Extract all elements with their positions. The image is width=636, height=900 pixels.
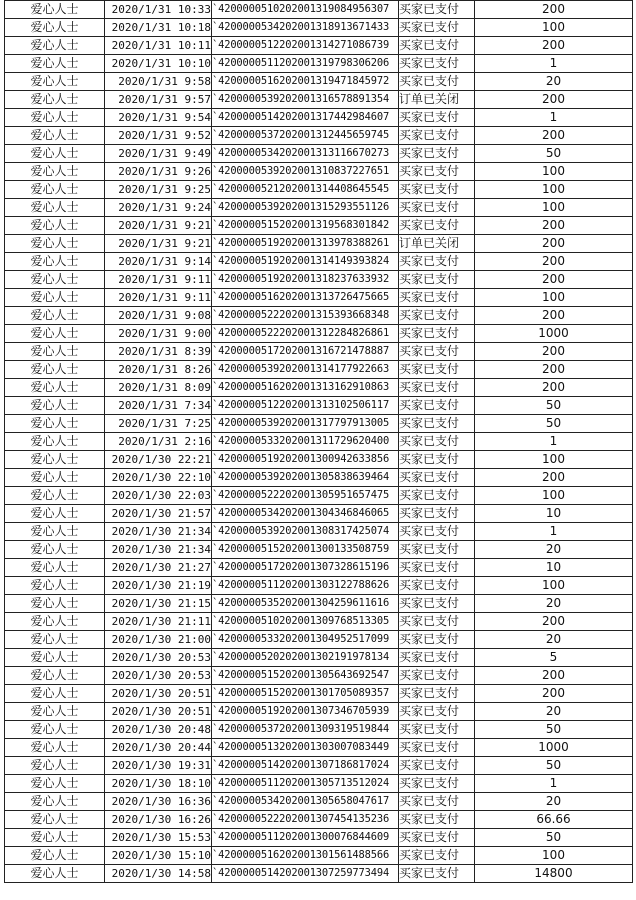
payment-status-cell: 买家已支付	[399, 793, 475, 811]
table-row	[5, 397, 633, 415]
amount-cell: 200	[475, 307, 633, 325]
donor-name-cell: 爱心人士	[5, 325, 105, 343]
table-row	[5, 811, 633, 829]
amount-cell: 200	[475, 1, 633, 19]
order-number-cell: `4200000512202001313102506117	[212, 397, 399, 415]
amount-cell: 1	[475, 109, 633, 127]
table-row	[5, 217, 633, 235]
donor-name-cell: 爱心人士	[5, 721, 105, 739]
table-row	[5, 577, 633, 595]
payment-time-cell: 2020/1/30 16:36	[105, 793, 212, 811]
payment-status-cell: 买家已支付	[399, 433, 475, 451]
donor-name-cell: 爱心人士	[5, 865, 105, 883]
payment-time-cell: 2020/1/30 20:51	[105, 703, 212, 721]
payment-status-cell: 买家已支付	[399, 685, 475, 703]
payment-time-cell: 2020/1/31 9:49	[105, 145, 212, 163]
order-number-cell: `4200000533202001311729620400	[212, 433, 399, 451]
order-number-cell: `4200000514202001317442984607	[212, 109, 399, 127]
order-number-cell: `4200000520202001302191978134	[212, 649, 399, 667]
amount-cell: 10	[475, 505, 633, 523]
payment-time-cell: 2020/1/31 2:16	[105, 433, 212, 451]
amount-cell: 50	[475, 757, 633, 775]
donor-name-cell: 爱心人士	[5, 19, 105, 37]
amount-cell: 200	[475, 127, 633, 145]
payment-status-cell: 买家已支付	[399, 343, 475, 361]
donor-name-cell: 爱心人士	[5, 523, 105, 541]
table-row	[5, 109, 633, 127]
payment-status-cell: 买家已支付	[399, 523, 475, 541]
order-number-cell: `4200000539202001310837227651	[212, 163, 399, 181]
payment-time-cell: 2020/1/31 7:25	[105, 415, 212, 433]
order-number-cell: `4200000534202001313116670273	[212, 145, 399, 163]
order-number-cell: `4200000535202001304259611616	[212, 595, 399, 613]
payment-status-cell: 买家已支付	[399, 829, 475, 847]
payment-time-cell: 2020/1/31 7:34	[105, 397, 212, 415]
payment-status-cell: 买家已支付	[399, 379, 475, 397]
amount-cell: 200	[475, 343, 633, 361]
table-row	[5, 829, 633, 847]
table-row	[5, 19, 633, 37]
amount-cell: 100	[475, 163, 633, 181]
donor-name-cell: 爱心人士	[5, 541, 105, 559]
table-row	[5, 649, 633, 667]
payment-time-cell: 2020/1/30 20:44	[105, 739, 212, 757]
donor-name-cell: 爱心人士	[5, 397, 105, 415]
table-row	[5, 559, 633, 577]
payment-status-cell: 订单已关闭	[399, 91, 475, 109]
payment-time-cell: 2020/1/31 8:39	[105, 343, 212, 361]
table-row	[5, 73, 633, 91]
amount-cell: 200	[475, 271, 633, 289]
table-row	[5, 181, 633, 199]
payment-time-cell: 2020/1/31 9:52	[105, 127, 212, 145]
amount-cell: 200	[475, 37, 633, 55]
amount-cell: 200	[475, 235, 633, 253]
order-number-cell: `4200000539202001308317425074	[212, 523, 399, 541]
order-number-cell: `4200000510202001309768513305	[212, 613, 399, 631]
order-number-cell: `4200000515202001319568301842	[212, 217, 399, 235]
amount-cell: 200	[475, 91, 633, 109]
table-row	[5, 451, 633, 469]
payment-time-cell: 2020/1/31 10:10	[105, 55, 212, 73]
amount-cell: 1	[475, 55, 633, 73]
payment-status-cell: 买家已支付	[399, 55, 475, 73]
payment-time-cell: 2020/1/31 9:08	[105, 307, 212, 325]
payment-status-cell: 买家已支付	[399, 19, 475, 37]
payment-status-cell: 买家已支付	[399, 469, 475, 487]
table-row	[5, 757, 633, 775]
donor-name-cell: 爱心人士	[5, 829, 105, 847]
amount-cell: 14800	[475, 865, 633, 883]
donor-name-cell: 爱心人士	[5, 649, 105, 667]
table-row	[5, 415, 633, 433]
table-row	[5, 721, 633, 739]
table-row	[5, 613, 633, 631]
payment-status-cell: 买家已支付	[399, 271, 475, 289]
payment-time-cell: 2020/1/31 9:54	[105, 109, 212, 127]
donor-name-cell: 爱心人士	[5, 451, 105, 469]
payment-time-cell: 2020/1/31 9:24	[105, 199, 212, 217]
payment-time-cell: 2020/1/30 21:34	[105, 541, 212, 559]
order-number-cell: `4200000522202001312284826861	[212, 325, 399, 343]
table-row	[5, 91, 633, 109]
table-row	[5, 505, 633, 523]
order-number-cell: `4200000516202001313162910863	[212, 379, 399, 397]
amount-cell: 200	[475, 613, 633, 631]
amount-cell: 100	[475, 847, 633, 865]
donor-name-cell: 爱心人士	[5, 163, 105, 181]
order-number-cell: `4200000534202001304346846065	[212, 505, 399, 523]
amount-cell: 100	[475, 181, 633, 199]
order-number-cell: `4200000522202001315393668348	[212, 307, 399, 325]
table-row	[5, 55, 633, 73]
payment-status-cell: 买家已支付	[399, 127, 475, 145]
donor-name-cell: 爱心人士	[5, 379, 105, 397]
order-number-cell: `4200000521202001314408645545	[212, 181, 399, 199]
table-row	[5, 361, 633, 379]
order-number-cell: `4200000516202001313726475665	[212, 289, 399, 307]
donor-name-cell: 爱心人士	[5, 343, 105, 361]
table-row	[5, 1, 633, 19]
donor-name-cell: 爱心人士	[5, 235, 105, 253]
payment-time-cell: 2020/1/31 9:26	[105, 163, 212, 181]
amount-cell: 1000	[475, 325, 633, 343]
payment-status-cell: 买家已支付	[399, 595, 475, 613]
order-number-cell: `4200000519202001307346705939	[212, 703, 399, 721]
amount-cell: 20	[475, 73, 633, 91]
table-row	[5, 289, 633, 307]
order-number-cell: `4200000539202001315293551126	[212, 199, 399, 217]
payment-time-cell: 2020/1/31 9:11	[105, 289, 212, 307]
donor-name-cell: 爱心人士	[5, 55, 105, 73]
amount-cell: 100	[475, 487, 633, 505]
amount-cell: 50	[475, 145, 633, 163]
donor-name-cell: 爱心人士	[5, 361, 105, 379]
payment-status-cell: 买家已支付	[399, 667, 475, 685]
amount-cell: 100	[475, 451, 633, 469]
payment-status-cell: 买家已支付	[399, 721, 475, 739]
table-row	[5, 541, 633, 559]
table-row	[5, 253, 633, 271]
donor-name-cell: 爱心人士	[5, 433, 105, 451]
payment-time-cell: 2020/1/31 9:25	[105, 181, 212, 199]
table-row	[5, 469, 633, 487]
order-number-cell: `4200000511202001303122788626	[212, 577, 399, 595]
payment-time-cell: 2020/1/31 10:11	[105, 37, 212, 55]
payment-time-cell: 2020/1/31 10:33	[105, 1, 212, 19]
payment-time-cell: 2020/1/30 21:00	[105, 631, 212, 649]
table-row	[5, 163, 633, 181]
amount-cell: 50	[475, 397, 633, 415]
order-number-cell: `4200000534202001305658047617	[212, 793, 399, 811]
payment-status-cell: 买家已支付	[399, 325, 475, 343]
table-row	[5, 145, 633, 163]
order-number-cell: `4200000519202001300942633856	[212, 451, 399, 469]
donor-name-cell: 爱心人士	[5, 757, 105, 775]
donation-table-body	[5, 1, 633, 883]
donor-name-cell: 爱心人士	[5, 811, 105, 829]
payment-status-cell: 买家已支付	[399, 1, 475, 19]
amount-cell: 200	[475, 253, 633, 271]
donor-name-cell: 爱心人士	[5, 73, 105, 91]
payment-status-cell: 买家已支付	[399, 307, 475, 325]
donor-name-cell: 爱心人士	[5, 91, 105, 109]
payment-status-cell: 买家已支付	[399, 577, 475, 595]
donor-name-cell: 爱心人士	[5, 685, 105, 703]
payment-status-cell: 买家已支付	[399, 757, 475, 775]
payment-status-cell: 买家已支付	[399, 631, 475, 649]
payment-time-cell: 2020/1/30 18:10	[105, 775, 212, 793]
payment-status-cell: 买家已支付	[399, 163, 475, 181]
payment-time-cell: 2020/1/30 20:51	[105, 685, 212, 703]
payment-time-cell: 2020/1/30 19:31	[105, 757, 212, 775]
payment-time-cell: 2020/1/30 16:26	[105, 811, 212, 829]
table-row	[5, 271, 633, 289]
payment-status-cell: 买家已支付	[399, 559, 475, 577]
amount-cell: 100	[475, 289, 633, 307]
table-row	[5, 631, 633, 649]
payment-time-cell: 2020/1/31 8:26	[105, 361, 212, 379]
donor-name-cell: 爱心人士	[5, 307, 105, 325]
payment-status-cell: 买家已支付	[399, 397, 475, 415]
donor-name-cell: 爱心人士	[5, 37, 105, 55]
payment-status-cell: 买家已支付	[399, 109, 475, 127]
table-row	[5, 37, 633, 55]
order-number-cell: `4200000517202001307328615196	[212, 559, 399, 577]
payment-time-cell: 2020/1/30 20:53	[105, 667, 212, 685]
order-number-cell: `4200000519202001314149393824	[212, 253, 399, 271]
order-number-cell: `4200000515202001301705089357	[212, 685, 399, 703]
payment-status-cell: 买家已支付	[399, 847, 475, 865]
order-number-cell: `4200000514202001307259773494	[212, 865, 399, 883]
payment-time-cell: 2020/1/30 15:53	[105, 829, 212, 847]
table-row	[5, 793, 633, 811]
table-row	[5, 235, 633, 253]
order-number-cell: `4200000519202001313978388261	[212, 235, 399, 253]
payment-status-cell: 买家已支付	[399, 613, 475, 631]
order-number-cell: `4200000537202001309319519844	[212, 721, 399, 739]
order-number-cell: `4200000539202001314177922663	[212, 361, 399, 379]
amount-cell: 200	[475, 469, 633, 487]
donation-table	[4, 0, 633, 883]
amount-cell: 1	[475, 523, 633, 541]
payment-time-cell: 2020/1/30 21:11	[105, 613, 212, 631]
payment-status-cell: 买家已支付	[399, 181, 475, 199]
payment-time-cell: 2020/1/30 21:57	[105, 505, 212, 523]
amount-cell: 200	[475, 667, 633, 685]
payment-time-cell: 2020/1/30 21:27	[105, 559, 212, 577]
table-row	[5, 127, 633, 145]
table-row	[5, 775, 633, 793]
payment-status-cell: 买家已支付	[399, 289, 475, 307]
order-number-cell: `4200000517202001316721478887	[212, 343, 399, 361]
donor-name-cell: 爱心人士	[5, 1, 105, 19]
donor-name-cell: 爱心人士	[5, 739, 105, 757]
amount-cell: 20	[475, 703, 633, 721]
donor-name-cell: 爱心人士	[5, 109, 105, 127]
payment-time-cell: 2020/1/31 9:21	[105, 235, 212, 253]
order-number-cell: `4200000533202001304952517099	[212, 631, 399, 649]
order-number-cell: `4200000539202001316578891354	[212, 91, 399, 109]
amount-cell: 20	[475, 793, 633, 811]
donor-name-cell: 爱心人士	[5, 847, 105, 865]
donor-name-cell: 爱心人士	[5, 289, 105, 307]
payment-status-cell: 买家已支付	[399, 703, 475, 721]
amount-cell: 1000	[475, 739, 633, 757]
payment-time-cell: 2020/1/31 9:00	[105, 325, 212, 343]
table-row	[5, 343, 633, 361]
payment-time-cell: 2020/1/30 14:58	[105, 865, 212, 883]
amount-cell: 1	[475, 433, 633, 451]
table-row	[5, 685, 633, 703]
amount-cell: 20	[475, 541, 633, 559]
amount-cell: 50	[475, 415, 633, 433]
payment-time-cell: 2020/1/30 21:19	[105, 577, 212, 595]
amount-cell: 200	[475, 379, 633, 397]
amount-cell: 20	[475, 595, 633, 613]
payment-time-cell: 2020/1/30 22:10	[105, 469, 212, 487]
donor-name-cell: 爱心人士	[5, 613, 105, 631]
donor-name-cell: 爱心人士	[5, 703, 105, 721]
donor-name-cell: 爱心人士	[5, 577, 105, 595]
payment-status-cell: 买家已支付	[399, 739, 475, 757]
table-row	[5, 307, 633, 325]
payment-status-cell: 买家已支付	[399, 415, 475, 433]
donor-name-cell: 爱心人士	[5, 145, 105, 163]
amount-cell: 50	[475, 829, 633, 847]
table-row	[5, 703, 633, 721]
donor-name-cell: 爱心人士	[5, 559, 105, 577]
amount-cell: 1	[475, 775, 633, 793]
order-number-cell: `4200000539202001317797913005	[212, 415, 399, 433]
order-number-cell: `4200000511202001319798306206	[212, 55, 399, 73]
order-number-cell: `4200000534202001318913671433	[212, 19, 399, 37]
payment-time-cell: 2020/1/31 9:11	[105, 271, 212, 289]
payment-time-cell: 2020/1/31 9:58	[105, 73, 212, 91]
order-number-cell: `4200000514202001307186817024	[212, 757, 399, 775]
payment-status-cell: 订单已关闭	[399, 235, 475, 253]
payment-status-cell: 买家已支付	[399, 37, 475, 55]
order-number-cell: `4200000519202001318237633932	[212, 271, 399, 289]
order-number-cell: `4200000515202001305643692547	[212, 667, 399, 685]
order-number-cell: `4200000512202001314271086739	[212, 37, 399, 55]
order-number-cell: `4200000537202001312445659745	[212, 127, 399, 145]
order-number-cell: `4200000516202001319471845972	[212, 73, 399, 91]
table-row	[5, 523, 633, 541]
donor-name-cell: 爱心人士	[5, 271, 105, 289]
table-row	[5, 379, 633, 397]
donor-name-cell: 爱心人士	[5, 595, 105, 613]
payment-status-cell: 买家已支付	[399, 361, 475, 379]
table-row	[5, 667, 633, 685]
amount-cell: 66.66	[475, 811, 633, 829]
order-number-cell: `4200000513202001303007083449	[212, 739, 399, 757]
donor-name-cell: 爱心人士	[5, 505, 105, 523]
payment-status-cell: 买家已支付	[399, 487, 475, 505]
donor-name-cell: 爱心人士	[5, 667, 105, 685]
donor-name-cell: 爱心人士	[5, 127, 105, 145]
donor-name-cell: 爱心人士	[5, 199, 105, 217]
payment-time-cell: 2020/1/31 9:21	[105, 217, 212, 235]
donor-name-cell: 爱心人士	[5, 487, 105, 505]
payment-status-cell: 买家已支付	[399, 217, 475, 235]
table-row	[5, 325, 633, 343]
order-number-cell: `4200000522202001305951657475	[212, 487, 399, 505]
amount-cell: 10	[475, 559, 633, 577]
payment-status-cell: 买家已支付	[399, 649, 475, 667]
table-row	[5, 199, 633, 217]
donor-name-cell: 爱心人士	[5, 253, 105, 271]
amount-cell: 200	[475, 217, 633, 235]
payment-time-cell: 2020/1/30 22:03	[105, 487, 212, 505]
payment-status-cell: 买家已支付	[399, 541, 475, 559]
order-number-cell: `4200000511202001305713512024	[212, 775, 399, 793]
payment-time-cell: 2020/1/30 20:48	[105, 721, 212, 739]
donor-name-cell: 爱心人士	[5, 775, 105, 793]
table-row	[5, 739, 633, 757]
order-number-cell: `4200000516202001301561488566	[212, 847, 399, 865]
amount-cell: 5	[475, 649, 633, 667]
payment-time-cell: 2020/1/30 21:34	[105, 523, 212, 541]
amount-cell: 100	[475, 577, 633, 595]
donor-name-cell: 爱心人士	[5, 469, 105, 487]
payment-time-cell: 2020/1/30 20:53	[105, 649, 212, 667]
table-row	[5, 433, 633, 451]
order-number-cell: `4200000515202001300133508759	[212, 541, 399, 559]
payment-status-cell: 买家已支付	[399, 775, 475, 793]
payment-time-cell: 2020/1/30 15:10	[105, 847, 212, 865]
table-row	[5, 865, 633, 883]
amount-cell: 20	[475, 631, 633, 649]
payment-time-cell: 2020/1/31 9:57	[105, 91, 212, 109]
payment-status-cell: 买家已支付	[399, 451, 475, 469]
payment-time-cell: 2020/1/31 8:09	[105, 379, 212, 397]
amount-cell: 100	[475, 199, 633, 217]
order-number-cell: `4200000511202001300076844609	[212, 829, 399, 847]
payment-status-cell: 买家已支付	[399, 145, 475, 163]
order-number-cell: `4200000539202001305838639464	[212, 469, 399, 487]
payment-time-cell: 2020/1/31 9:14	[105, 253, 212, 271]
order-number-cell: `4200000510202001319084956307	[212, 1, 399, 19]
order-number-cell: `4200000522202001307454135236	[212, 811, 399, 829]
payment-status-cell: 买家已支付	[399, 505, 475, 523]
payment-status-cell: 买家已支付	[399, 253, 475, 271]
amount-cell: 50	[475, 721, 633, 739]
table-row	[5, 595, 633, 613]
donor-name-cell: 爱心人士	[5, 793, 105, 811]
payment-status-cell: 买家已支付	[399, 865, 475, 883]
payment-time-cell: 2020/1/30 21:15	[105, 595, 212, 613]
table-row	[5, 847, 633, 865]
payment-time-cell: 2020/1/30 22:21	[105, 451, 212, 469]
donor-name-cell: 爱心人士	[5, 217, 105, 235]
payment-status-cell: 买家已支付	[399, 73, 475, 91]
payment-status-cell: 买家已支付	[399, 199, 475, 217]
amount-cell: 100	[475, 19, 633, 37]
amount-cell: 200	[475, 685, 633, 703]
donor-name-cell: 爱心人士	[5, 415, 105, 433]
table-row	[5, 487, 633, 505]
payment-status-cell: 买家已支付	[399, 811, 475, 829]
donor-name-cell: 爱心人士	[5, 181, 105, 199]
amount-cell: 200	[475, 361, 633, 379]
donor-name-cell: 爱心人士	[5, 631, 105, 649]
payment-time-cell: 2020/1/31 10:18	[105, 19, 212, 37]
